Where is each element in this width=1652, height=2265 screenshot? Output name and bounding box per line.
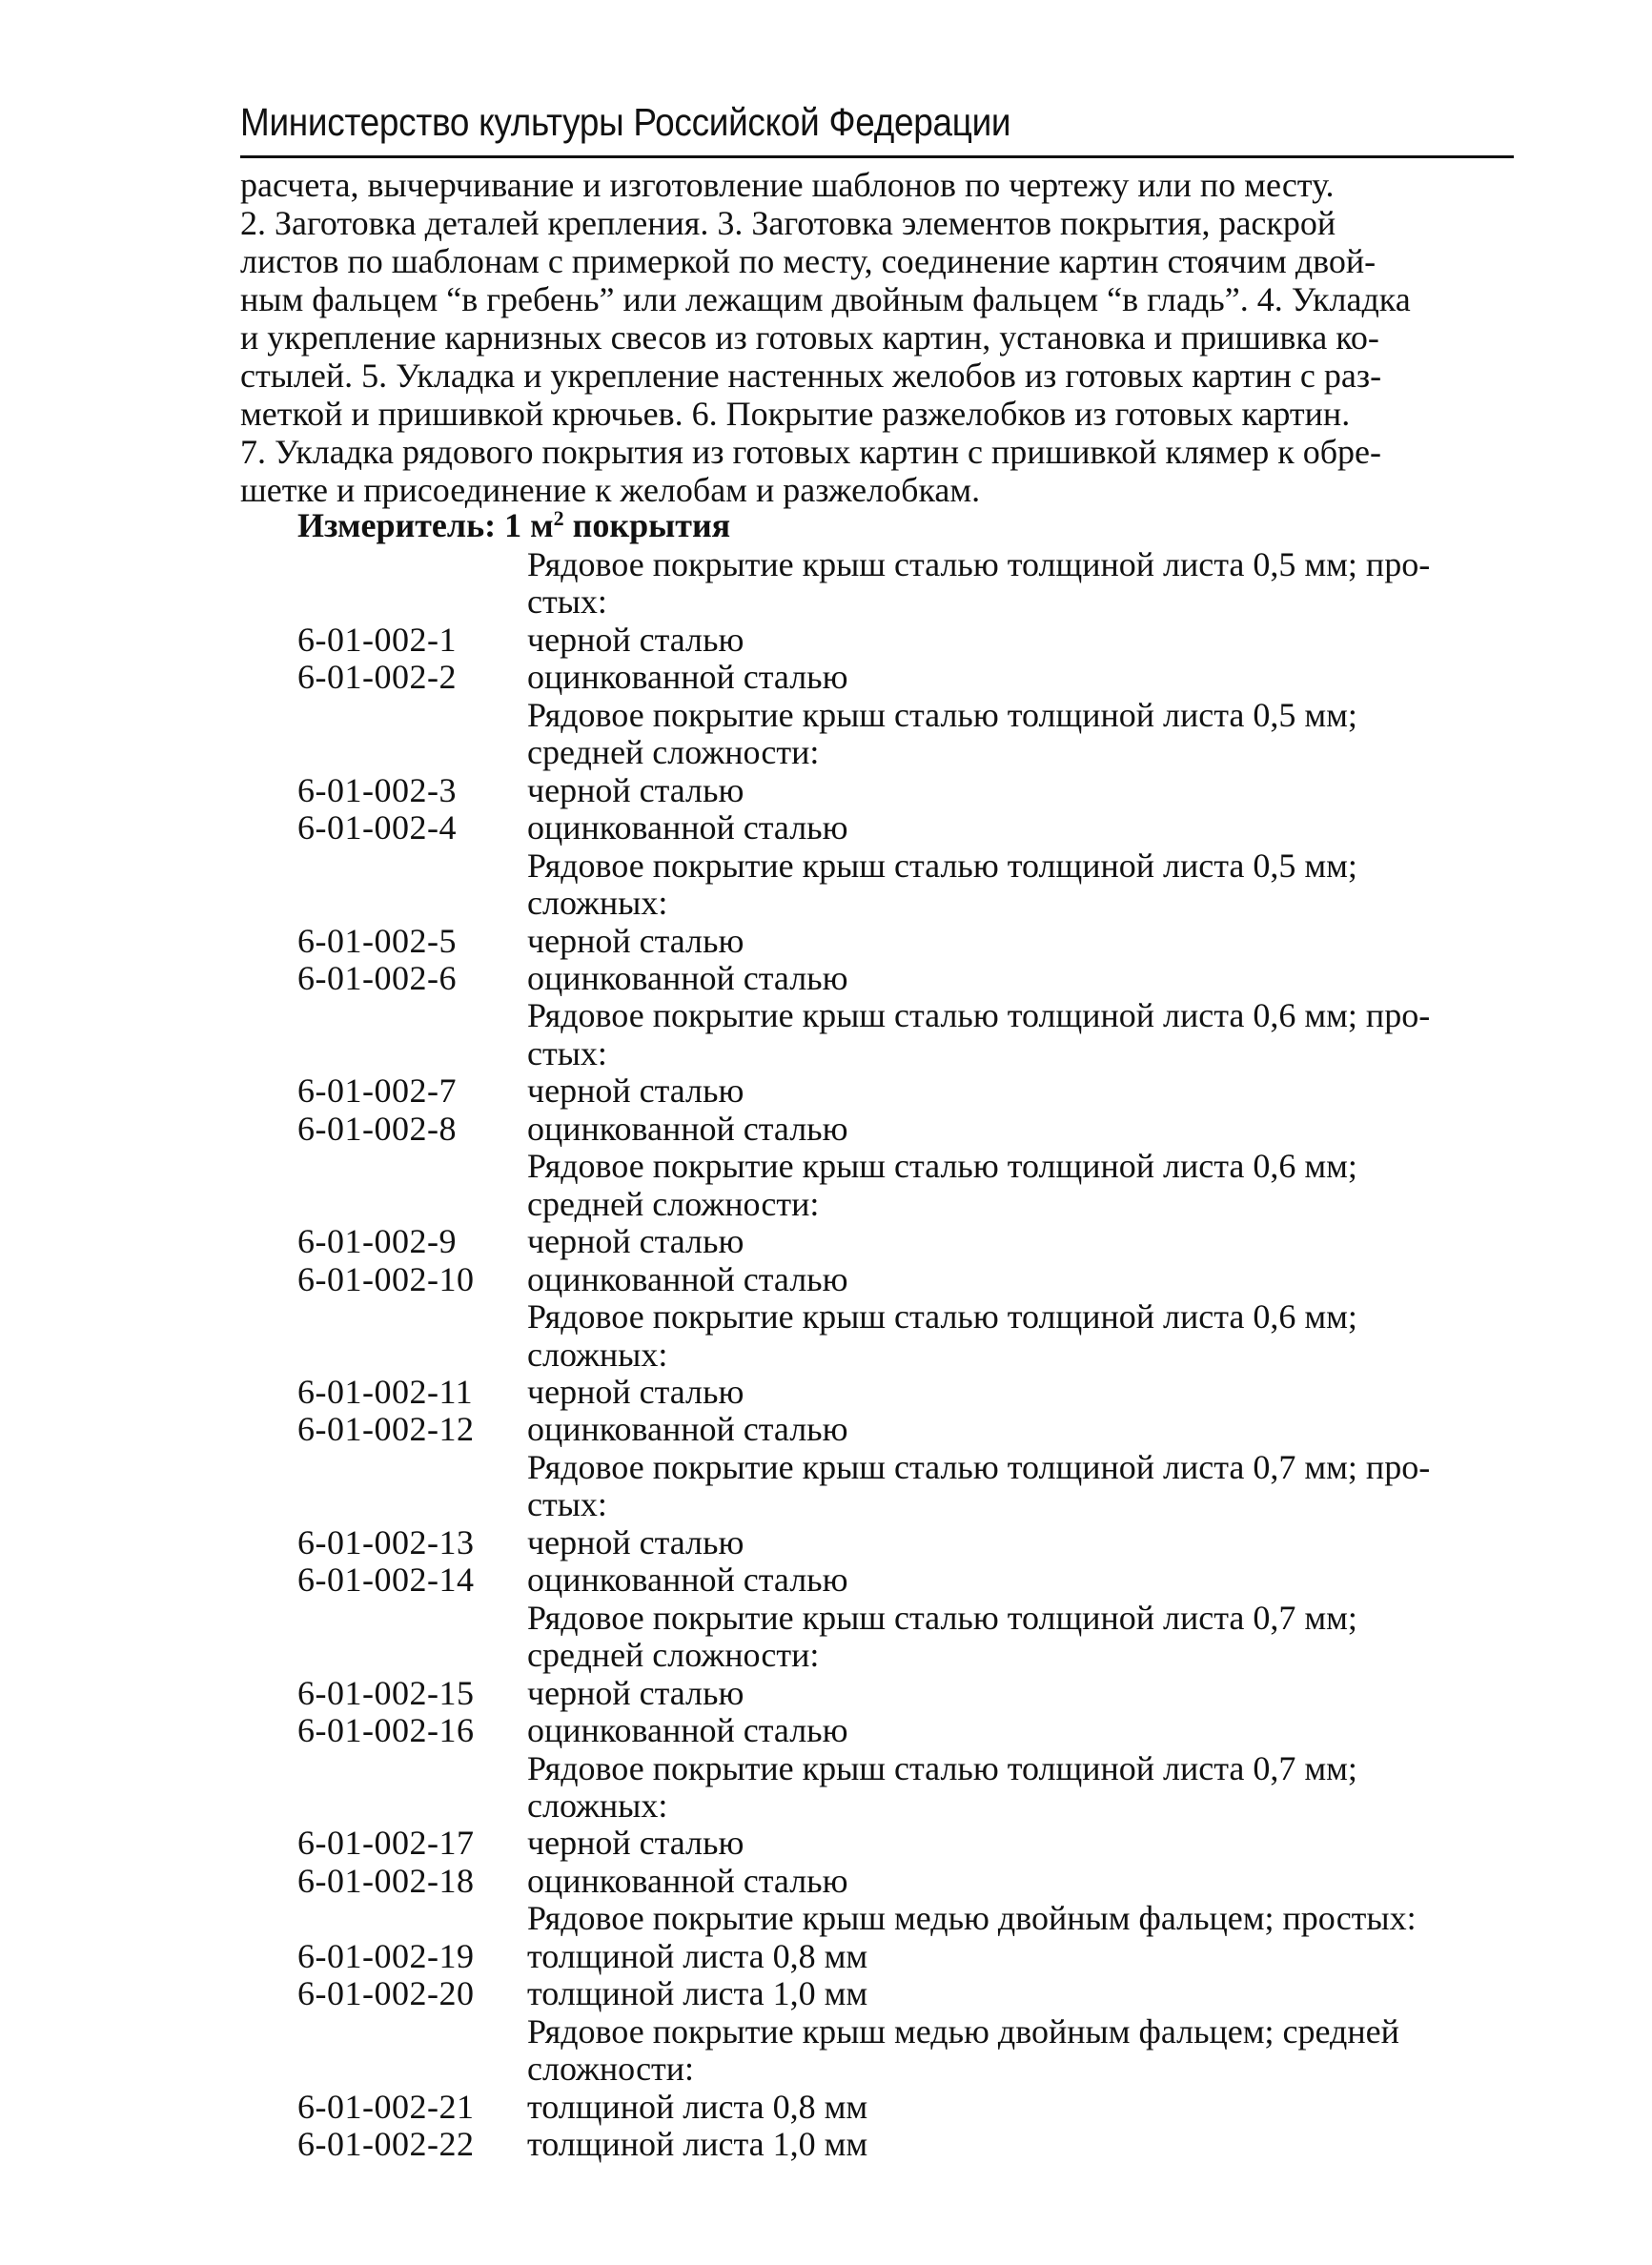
table-row (297, 1111, 1514, 1148)
row-description: черной сталью (527, 921, 744, 960)
group-heading-row (297, 885, 1514, 922)
row-code: 6-01-002-5 (297, 921, 457, 960)
row-description: оцинкованной сталью (527, 1561, 848, 1600)
row-description: черной сталью (527, 1372, 744, 1411)
row-description: сложности: (527, 2050, 695, 2089)
row-description: Рядовое покрытие крыш сталью толщиной листа 0,5 мм; (527, 846, 1357, 885)
row-description: Рядовое покрытие крыш сталью толщиной листа 0,7 мм; про- (527, 1447, 1431, 1486)
row-description: средней сложности: (527, 733, 820, 772)
row-description: оцинкованной сталью (527, 1410, 848, 1449)
table-row (297, 772, 1514, 809)
row-description: стых: (527, 1033, 607, 1072)
row-code: 6-01-002-20 (297, 1974, 475, 2013)
group-heading-row (297, 1186, 1514, 1223)
header-rule (240, 155, 1514, 158)
intro-line: 7. Укладка рядового покрытия из готовых картин с пришивкой клямер к обре- (240, 433, 1381, 471)
group-heading-row (297, 1337, 1514, 1374)
row-description: оцинкованной сталью (527, 658, 848, 697)
group-heading-row (297, 1035, 1514, 1072)
intro-line: шетке и присоединение к желобам и разжелобкам. (240, 471, 981, 509)
group-heading-row (297, 847, 1514, 885)
table-row (297, 1712, 1514, 1749)
row-code: 6-01-002-13 (297, 1522, 475, 1561)
table-row (297, 2089, 1514, 2126)
row-code: 6-01-002-9 (297, 1222, 457, 1261)
page-header-title: Министерство культуры Российской Федерации (240, 100, 1011, 144)
row-description: оцинкованной сталью (527, 808, 848, 847)
row-description: средней сложности: (527, 1184, 820, 1223)
row-code: 6-01-002-21 (297, 2087, 475, 2126)
table-row (297, 960, 1514, 997)
group-heading-row (297, 1298, 1514, 1336)
intro-line: ным фальцем “в гребень” или лежащим двойным фальцем “в гладь”. 4. Укладка (240, 280, 1411, 318)
row-description: Рядовое покрытие крыш медью двойным фальцем; средней (527, 2011, 1399, 2051)
row-code: 6-01-002-17 (297, 1824, 475, 1863)
row-description: Рядовое покрытие крыш сталью толщиной листа 0,7 мм; (527, 1598, 1357, 1637)
group-heading-row (297, 1750, 1514, 1787)
row-description: черной сталью (527, 1071, 744, 1111)
row-description: оцинкованной сталью (527, 958, 848, 997)
group-heading-row (297, 2051, 1514, 2088)
intro-line: стылей. 5. Укладка и укрепление настенных желобов из готовых картин с раз- (240, 357, 1382, 395)
measure-label: Измеритель: 1 м (297, 506, 554, 544)
group-heading-row (297, 997, 1514, 1034)
table-row (297, 659, 1514, 696)
row-description: толщиной листа 0,8 мм (527, 1936, 868, 1975)
row-description: Рядовое покрытие крыш сталью толщиной листа 0,6 мм; (527, 1297, 1357, 1337)
intro-line: 2. Заготовка деталей крепления. 3. Заготовка элементов покрытия, раскрой (240, 204, 1336, 242)
table-row (297, 2126, 1514, 2163)
row-description: стых: (527, 582, 607, 622)
row-code: 6-01-002-4 (297, 808, 457, 847)
row-description: Рядовое покрытие крыш медью двойным фальцем; простых: (527, 1899, 1417, 1938)
row-description: Рядовое покрытие крыш сталью толщиной листа 0,5 мм; про- (527, 545, 1431, 583)
table-row (297, 1561, 1514, 1599)
intro-paragraph (240, 166, 1514, 509)
row-description: сложных: (527, 1335, 668, 1374)
group-heading-row (297, 1148, 1514, 1185)
row-code: 6-01-002-15 (297, 1673, 475, 1712)
table-row (297, 1938, 1514, 1975)
table-row (297, 1072, 1514, 1110)
group-heading-row (297, 697, 1514, 734)
group-heading-row (297, 1900, 1514, 1937)
group-heading-row (297, 734, 1514, 771)
group-heading-row (297, 546, 1514, 583)
row-description: оцинкованной сталью (527, 1861, 848, 1900)
row-code: 6-01-002-2 (297, 658, 457, 697)
group-heading-row (297, 1637, 1514, 1674)
row-code: 6-01-002-6 (297, 958, 457, 997)
row-code: 6-01-002-8 (297, 1109, 457, 1148)
row-code: 6-01-002-22 (297, 2125, 475, 2164)
row-description: толщиной листа 1,0 мм (527, 2125, 868, 2164)
intro-line: листов по шаблонам с примеркой по месту, соединение картин стоячим двой- (240, 242, 1377, 280)
row-description: сложных: (527, 1785, 668, 1825)
row-description: толщиной листа 1,0 мм (527, 1974, 868, 2013)
intro-line: расчета, вычерчивание и изготовление шаблонов по чертежу или по месту. (240, 166, 1335, 204)
row-description: Рядовое покрытие крыш сталью толщиной листа 0,6 мм; (527, 1147, 1357, 1186)
row-description: Рядовое покрытие крыш сталью толщиной листа 0,6 мм; про- (527, 996, 1431, 1035)
measure-suffix: покрытия (563, 506, 731, 544)
table-row (297, 923, 1514, 960)
intro-line: и укрепление карнизных свесов из готовых картин, установка и пришивка ко- (240, 318, 1379, 357)
row-description: оцинкованной сталью (527, 1711, 848, 1750)
table-row (297, 1223, 1514, 1260)
row-description: черной сталью (527, 620, 744, 659)
row-code: 6-01-002-16 (297, 1711, 475, 1750)
row-description: Рядовое покрытие крыш сталью толщиной листа 0,5 мм; (527, 695, 1357, 734)
row-description: стых: (527, 1485, 607, 1524)
row-description: черной сталью (527, 1824, 744, 1863)
group-heading-row (297, 2013, 1514, 2051)
group-heading-row (297, 1600, 1514, 1637)
row-description: черной сталью (527, 1222, 744, 1261)
group-heading-row (297, 1449, 1514, 1486)
group-heading-row (297, 1486, 1514, 1523)
row-description: Рядовое покрытие крыш сталью толщиной листа 0,7 мм; (527, 1748, 1357, 1787)
row-code: 6-01-002-10 (297, 1259, 475, 1298)
row-description: толщиной листа 0,8 мм (527, 2087, 868, 2126)
row-description: оцинкованной сталью (527, 1259, 848, 1298)
table-row (297, 1411, 1514, 1448)
intro-line: меткой и пришивкой крючьев. 6. Покрытие разжелобков из готовых картин. (240, 395, 1351, 433)
measure-superscript: 2 (553, 506, 564, 530)
row-code: 6-01-002-12 (297, 1410, 475, 1449)
row-description: черной сталью (527, 1522, 744, 1561)
row-description: черной сталью (527, 1673, 744, 1712)
table-row (297, 1675, 1514, 1712)
table-row (297, 1975, 1514, 2012)
table-row (297, 1261, 1514, 1298)
row-code: 6-01-002-14 (297, 1561, 475, 1600)
table-row (297, 1825, 1514, 1862)
table-row (297, 1374, 1514, 1411)
table-row (297, 622, 1514, 659)
row-code: 6-01-002-7 (297, 1071, 457, 1111)
table-row (297, 809, 1514, 847)
row-code: 6-01-002-11 (297, 1372, 474, 1411)
row-description: средней сложности: (527, 1636, 820, 1675)
row-code: 6-01-002-1 (297, 620, 457, 659)
measurement-unit (297, 506, 730, 544)
row-description: черной сталью (527, 770, 744, 809)
row-code: 6-01-002-18 (297, 1861, 475, 1900)
row-code: 6-01-002-19 (297, 1936, 475, 1975)
group-heading-row (297, 1787, 1514, 1825)
group-heading-row (297, 583, 1514, 621)
row-code: 6-01-002-3 (297, 770, 457, 809)
row-description: оцинкованной сталью (527, 1109, 848, 1148)
table-row (297, 1524, 1514, 1561)
norm-table (297, 546, 1514, 2163)
row-description: сложных: (527, 884, 668, 923)
table-row (297, 1863, 1514, 1900)
